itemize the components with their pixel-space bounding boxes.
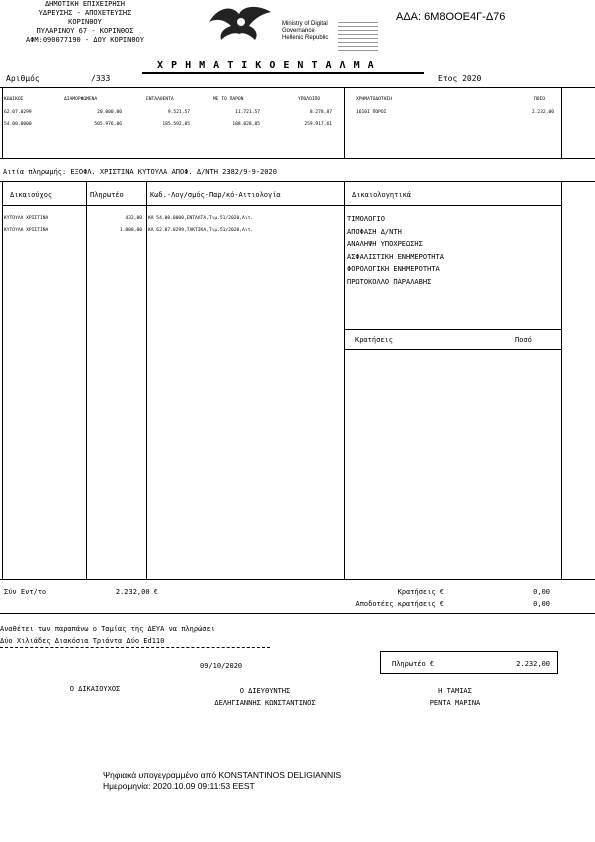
number-label: Αριθμός	[6, 74, 40, 83]
doc-item: ΤΙΜΟΛΟΓΙΟ	[347, 215, 385, 223]
org-line: ΠΥΛΑΡΙΝΟΥ 67 - ΚΟΡΙΝΘΟΣ	[36, 27, 134, 35]
budget-cell: 505.976,06	[94, 122, 122, 127]
payable-label: Πληρωτέο €	[392, 660, 435, 668]
ada-code: ΑΔΑ: 6Μ8ΟΟΕ4Γ-Δ76	[396, 11, 506, 23]
budget-cell: 9.521,57	[167, 110, 190, 115]
digital-signature-date: Ημερομηνία: 2020.10.09 09:11:53 EEST	[103, 781, 255, 791]
cashier-signature	[390, 685, 520, 709]
organization-block	[0, 0, 170, 45]
digital-signature	[103, 770, 341, 792]
doc-item: ΦΟΡΟΛΟΓΙΚΗ ΕΝΗΜΕΡΟΤΗΤΑ	[347, 265, 440, 273]
director-name: ΔΕΛΗΓΙΑΝΝΗΣ ΚΩΝΣΤΑΝΤΙΝΟΣ	[214, 699, 316, 707]
signature-stamp-lines	[338, 22, 378, 52]
beneficiary-signature-title: Ο ΔΙΚΑΙΟΥΧΟΣ	[69, 685, 121, 693]
number-value: /333	[91, 74, 111, 83]
budget-cell: 62.07.0299	[4, 110, 32, 115]
row-beneficiary: ΚΥΤΟΥΛΑ ΧΡΙΣΤΙΝΑ	[4, 228, 49, 233]
org-line: ΚΟΡΙΝΘΟΥ	[68, 18, 102, 26]
budget-col-amount: ΠΟΣΟ	[534, 97, 546, 102]
org-line: ΥΔΡΕΥΣΗΣ - ΑΠΟΧΕΤΕΥΣΗΣ	[38, 9, 132, 17]
ministry-line: Hellenic Republic	[282, 35, 329, 41]
row-payable: 1.800,00	[119, 228, 142, 233]
col-payable: Πληρωτέο	[90, 191, 124, 199]
deductions-value: 0,00	[533, 588, 550, 596]
year-label: Ετος 2020	[438, 74, 482, 83]
digital-signature-signer: Ψηφιακά υπογεγραμμένο από KONSTANTINOS DELIGIANNIS	[103, 770, 342, 780]
funding-cell: 2.232,00	[531, 110, 554, 115]
row-code: ΚΑ 54.00.0000,ΕΝΤΑΛΤΑ,Τιμ.51/2020,Αιτ.	[148, 216, 254, 221]
amount-header: Ποσό	[515, 336, 532, 344]
budget-col-code: ΚΩΔΙΚΟΣ	[4, 97, 24, 102]
org-line: ΑΦΜ:090077190 - ΔΟΥ ΚΟΡΙΝΘΟΥ	[25, 36, 144, 44]
amount-in-words: Δύο Χιλιάδες Διακόσια Τριάντα Δύο Εd110	[0, 637, 165, 645]
sum-value: 2.232,00 €	[115, 588, 158, 596]
budget-cell: 54.00.0000	[4, 122, 32, 127]
eagle-emblem-icon	[205, 2, 277, 44]
budget-cell: 188.028,85	[232, 122, 260, 127]
budget-cell: 11.721,57	[235, 110, 260, 115]
docs-list	[347, 213, 444, 288]
col-beneficiary: Δικαιούχος	[10, 191, 53, 199]
budget-col-formed: ΔΙΑΜΟΡΦΩΜΕΝΑ	[64, 97, 98, 102]
ministry-block	[282, 21, 328, 42]
budget-cell: 259.917,61	[304, 122, 332, 127]
doc-item: ΑΝΑΛΗΨΗ ΥΠΟΧΡΕΩΣΗΣ	[347, 240, 423, 248]
row-code: ΚΑ 62.07.0299,ΤΑΚΤΙΚΑ,Τιμ.51/2020,Αιτ.	[148, 228, 254, 233]
payable-deductions-label: Αποδοτέες κρατήσεις €	[355, 600, 444, 608]
ministry-line: Governance	[282, 28, 315, 34]
director-signature	[180, 685, 350, 709]
row-beneficiary: ΚΥΤΟΥΛΑ ΧΡΙΣΤΙΝΑ	[4, 216, 49, 221]
director-title: Ο ΔΙΕΥΘΥΝΤΗΣ	[239, 687, 291, 695]
payable-deductions-value: 0,00	[533, 600, 550, 608]
funding-cell: 1610Ι ΠΟΡΟΙ	[356, 110, 387, 115]
doc-item: ΑΣΦΑΛΙΣΤΙΚΗ ΕΝΗΜΕΡΟΤΗΤΑ	[347, 252, 444, 261]
deductions-header: Κρατήσεις	[355, 336, 393, 344]
col-code: Κωδ.-Λογ/σμός-Παρ/κό-Αιτιολογία	[150, 191, 281, 199]
org-line: ΔΗΜΟΤΙΚΗ ΕΠΙΧΕΙΡΗΣΗ	[44, 0, 126, 8]
budget-col-funding: ΧΡΗΜΑΤΟΔΟΤΗΣΗ	[356, 97, 392, 102]
col-docs: Δικαιολογητικά	[352, 191, 412, 199]
payment-reason: Αιτία πληρωμής: ΕΞΟΦΛ. ΧΡΙΣΤΙΝΑ ΚΥΤΟΥΛΑ ΑΠΟΦ. Δ/ΝΤΗ 2382/9-9-2020	[3, 168, 277, 176]
budget-cell: 185.592,85	[162, 122, 190, 127]
cashier-name: ΡΕΝΤΑ ΜΑΡΙΝΑ	[429, 699, 481, 707]
sum-label: Σύν Εντ/το	[4, 588, 47, 596]
row-payable: 432,00	[125, 216, 142, 221]
order-text: Αναθέτει των παραπάνω ο Ταμίας της ΔΕΥΑ να πληρώσει	[0, 625, 215, 633]
payable-value: 2.232,00	[516, 660, 550, 668]
budget-col-current: ΜΕ ΤΟ ΠΑΡΟΝ	[213, 97, 244, 102]
deductions-label: Κρατήσεις €	[397, 588, 444, 596]
cashier-title: Η ΤΑΜΙΑΣ	[438, 687, 472, 695]
issue-date: 09/10/2020	[200, 662, 243, 670]
budget-cell: 20.000,00	[97, 110, 122, 115]
budget-col-balance: ΥΠΟΛΟΙΠΟ	[298, 97, 321, 102]
doc-item: ΠΡΩΤΟΚΟΛΛΟ ΠΑΡΑΛΑΒΗΣ	[347, 277, 432, 286]
budget-col-ordered: ΕΝΤΑΛΘΕΝΤΑ	[146, 97, 174, 102]
document-title: Χ Ρ Η Μ Α Τ Ι Κ Ο Ε Ν Τ Α Λ Μ Α	[157, 60, 375, 71]
budget-cell: 8.278,87	[309, 110, 332, 115]
doc-item: ΑΠΟΦΑΣΗ Δ/ΝΤΗ	[347, 227, 402, 236]
ministry-line: Ministry of Digital	[282, 21, 328, 27]
